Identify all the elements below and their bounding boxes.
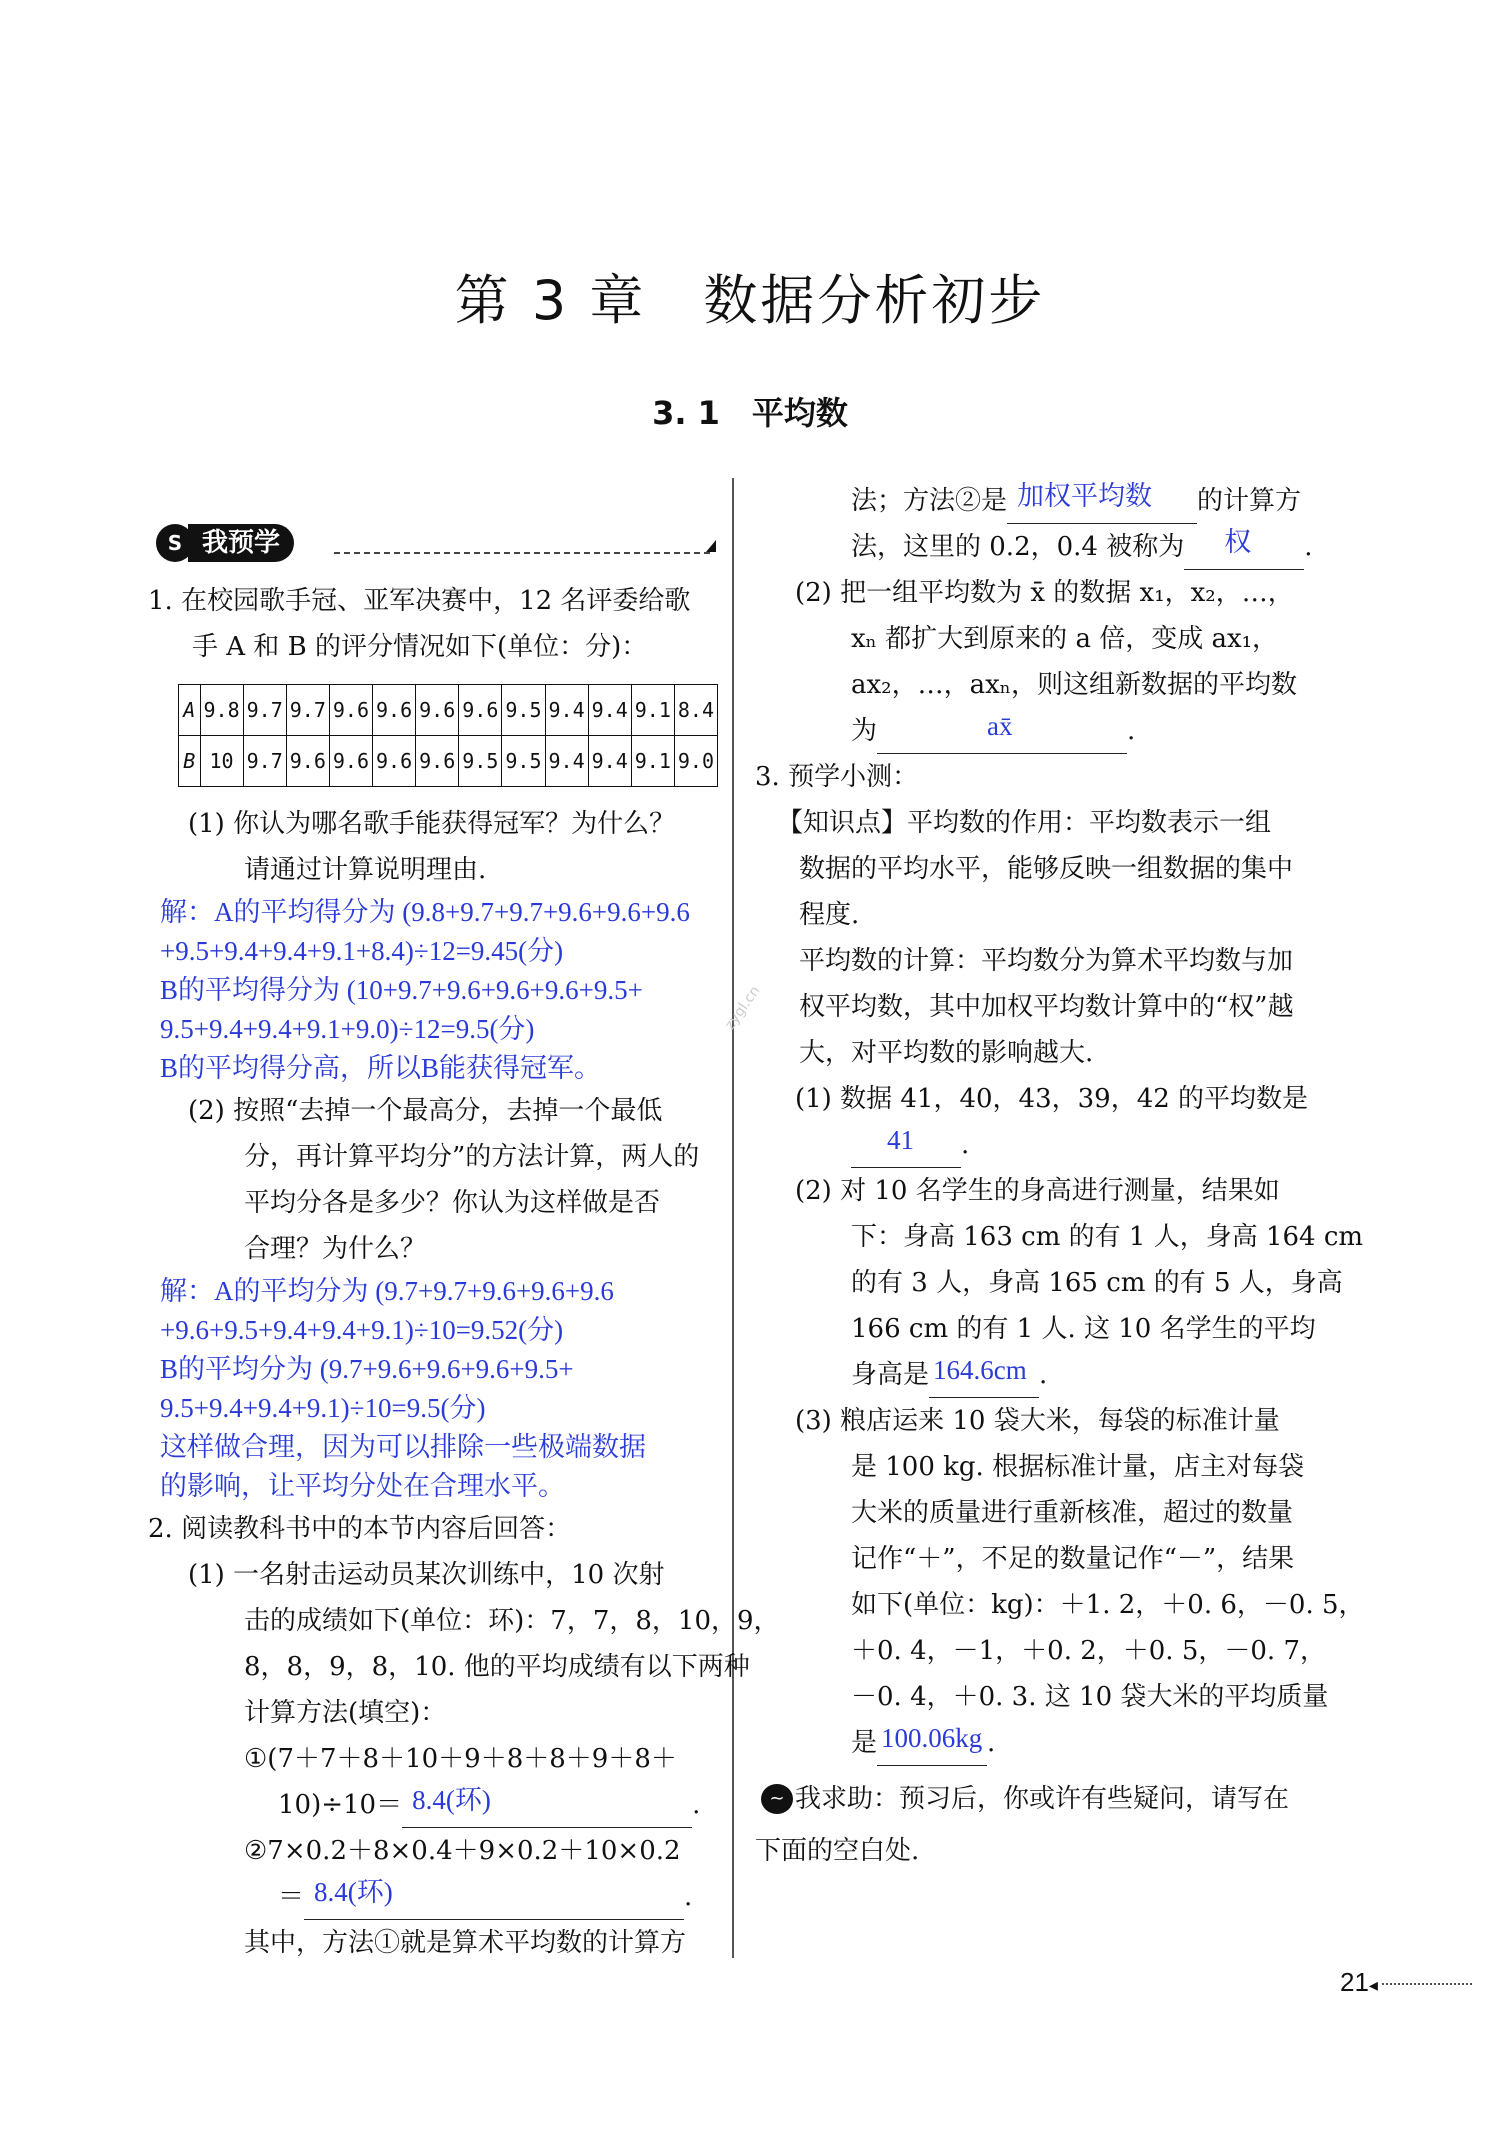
knowledge-line: 大，对平均数的影响越大. (799, 1038, 1094, 1068)
table-cell: 9.6 (286, 736, 329, 787)
score-table (178, 684, 718, 787)
q2-part1-line: 8，8，9，8，10. 他的平均成绩有以下两种 (244, 1652, 750, 1682)
method1-line1: ①(7＋7＋8＋10＋9＋8＋8＋9＋8＋ (244, 1744, 677, 1774)
average-blank (851, 1125, 961, 1168)
chapter-title: 第 3 章 数据分析初步 (454, 269, 1046, 332)
table-cell: 9.4 (545, 685, 588, 736)
table-row (179, 685, 718, 736)
table-cell: 9.4 (588, 736, 631, 787)
q3-sub3-line: (3) 粮店运来 10 袋大米，每袋的标准计量 (795, 1406, 1280, 1436)
method2-answer: 8.4(环) (314, 1877, 393, 1907)
help-line2: 下面的空白处. (755, 1836, 920, 1866)
q2-part1-line: 击的成绩如下(单位：环)：7，7，8，10，9， (244, 1606, 780, 1636)
table-cell: 9.6 (329, 736, 372, 787)
q3-sub2-line: (2) 对 10 名学生的身高进行测量，结果如 (795, 1176, 1280, 1206)
q3-sub3-answer-line: 是 100.06kg . (755, 1720, 1335, 1766)
method2-prefix: ＝ (278, 1882, 305, 1912)
q1-part1-answer-line: +9.5+9.4+9.4+9.1+8.4)÷12=9.45(分) (160, 936, 564, 966)
right-column (755, 478, 1365, 1874)
page-arrow-icon: ◂ (1368, 1975, 1378, 1995)
method-blank (1007, 481, 1197, 524)
method1-blank (402, 1785, 692, 1828)
q1-part2-answer-line: +9.6+9.5+9.4+9.4+9.1)÷10=9.52(分) (160, 1315, 564, 1345)
q1-part1-answer-line: B的平均得分高，所以B能获得冠军。 (160, 1053, 602, 1083)
preview-label: 我预学 (188, 524, 294, 562)
column-divider (732, 478, 734, 1958)
table-cell: 9.1 (631, 736, 674, 787)
table-cell: 8.4 (674, 685, 717, 736)
mass-blank (877, 1723, 987, 1766)
table-cell: A (179, 685, 201, 736)
watermark: zygl.cn (721, 983, 764, 1033)
table-cell: 9.6 (373, 736, 416, 787)
q1-part1-answer-line: 9.5+9.4+9.4+9.1+9.0)÷12=9.5(分) (160, 1014, 535, 1044)
preview-badge-icon: S (156, 524, 194, 562)
q1-part1-line1: (1) 你认为哪名歌手能获得冠军？为什么？ (188, 809, 676, 839)
q1-part2-answer-line: 这样做合理，因为可以排除一些极端数据 (160, 1432, 646, 1462)
q3-sub2-answer-line: 身高是 164.6cm . (755, 1352, 1335, 1398)
q1-part2-answer-line: B的平均分为 (9.7+9.6+9.6+9.6+9.5+ (160, 1354, 574, 1384)
method2-line2: ＝ 8.4(环) . (148, 1874, 718, 1920)
q2-part1-line: 计算方法(填空)： (244, 1698, 447, 1728)
q2-weight-text: 法，这里的 0.2，0.4 被称为 (851, 532, 1185, 562)
q1-part1-answer-line: 解：A的平均得分为 (9.8+9.7+9.7+9.6+9.6+9.6 (160, 897, 690, 927)
table-cell: 9.0 (674, 736, 717, 787)
q3-sub2-line: 下：身高 163 cm 的有 1 人，身高 164 cm (851, 1222, 1364, 1252)
q1-part2-line: 平均分各是多少？你认为这样做是否 (244, 1188, 661, 1218)
table-cell: 9.1 (631, 685, 674, 736)
q3-sub1-line2: 41 . (755, 1122, 1335, 1168)
q1-part2-line: 合理？为什么？ (244, 1234, 427, 1264)
q1-part1-answer-line: B的平均得分为 (10+9.7+9.6+9.6+9.6+9.5+ (160, 975, 643, 1005)
method1-prefix: 10)÷10＝ (278, 1790, 403, 1820)
q1-line2: 手 A 和 B 的评分情况如下(单位：分)： (192, 632, 648, 662)
table-cell: 9.5 (502, 685, 545, 736)
q2-method-text: 法；方法②是 (851, 486, 1008, 516)
method1-answer: 8.4(环) (412, 1785, 491, 1815)
knowledge-line: 平均数的计算：平均数分为算术平均数与加 (799, 946, 1294, 976)
q3-sub2-line: 的有 3 人，身高 165 cm 的有 5 人，身高 (851, 1268, 1343, 1298)
q1-part1-line2: 请通过计算说明理由. (244, 855, 487, 885)
q2-method-line (755, 478, 1335, 524)
q3-sub3-line: 是 100 kg. 根据标准计量，店主对每袋 (851, 1452, 1305, 1482)
table-cell: 9.4 (545, 736, 588, 787)
mass-answer: 100.06kg (881, 1723, 983, 1753)
q3-sub3-line: ＋0. 4，－1，＋0. 2，＋0. 5，－0. 7， (851, 1636, 1326, 1666)
q2-part1-line: (1) 一名射击运动员某次训练中，10 次射 (188, 1560, 665, 1590)
q1-part2-line: 分，再计算平均分”的方法计算，两人的 (244, 1142, 700, 1172)
table-cell: 9.6 (416, 685, 459, 736)
q2-part1-tail: 其中，方法①就是算术平均数的计算方 (244, 1928, 687, 1958)
q3-sub3-line: 如下(单位：kg)：＋1. 2，＋0. 6，－0. 5， (851, 1590, 1365, 1620)
knowledge-line: 程度. (799, 900, 860, 930)
method1-line2: 10)÷10＝ 8.4(环) . (148, 1782, 718, 1828)
page-dotted-rule (1382, 1983, 1472, 1985)
table-cell: B (179, 736, 201, 787)
table-cell: 9.8 (200, 685, 243, 736)
method2-line1: ②7×0.2＋8×0.4＋9×0.2＋10×0.2 (244, 1836, 681, 1866)
knowledge-line: 权平均数，其中加权平均数计算中的“权”越 (799, 992, 1294, 1022)
table-cell: 10 (200, 736, 243, 787)
table-cell: 9.6 (416, 736, 459, 787)
q1-part2-answer-line: 解：A的平均分为 (9.7+9.7+9.6+9.6+9.6 (160, 1276, 614, 1306)
height-answer: 164.6cm (933, 1355, 1027, 1385)
q2-part2-line4: 为 ax̄ . (755, 708, 1335, 754)
preview-header (148, 520, 718, 570)
method-answer: 加权平均数 (1017, 481, 1153, 511)
q3-sub2-line: 166 cm 的有 1 人. 这 10 名学生的平均 (851, 1314, 1316, 1344)
table-cell: 9.6 (329, 685, 372, 736)
preview-dashed-rule (334, 552, 710, 554)
mean-blank (877, 711, 1127, 754)
table-row (179, 736, 718, 787)
q2-part2-prefix: 为 (851, 716, 878, 746)
table-cell: 9.7 (243, 685, 286, 736)
weight-blank (1184, 527, 1304, 570)
q2-line1: 2. 阅读教科书中的本节内容后回答： (148, 1514, 572, 1544)
table-cell: 9.6 (373, 685, 416, 736)
q3-sub3-line: －0. 4，＋0. 3. 这 10 袋大米的平均质量 (851, 1682, 1329, 1712)
table-cell: 9.7 (243, 736, 286, 787)
q1-part2-answer-line: 9.5+9.4+9.4+9.1)÷10=9.5(分) (160, 1393, 486, 1423)
mean-answer: ax̄ (987, 711, 1013, 741)
q3-sub3-line: 记作“＋”，不足的数量记作“－”，结果 (851, 1544, 1295, 1574)
q2-part2-line1: (2) 把一组平均数为 x̄ 的数据 x₁，x₂，…， (795, 578, 1294, 608)
q2-weight-line: 法，这里的 0.2，0.4 被称为 权 . (755, 524, 1335, 570)
q2-part2-line3: ax₂，…，axₙ，则这组新数据的平均数 (851, 670, 1297, 700)
page-number (1340, 1967, 1472, 1998)
q2-method-text-end: 的计算方 (1197, 486, 1302, 516)
height-prefix: 身高是 (851, 1360, 930, 1390)
table-cell: 9.5 (459, 736, 502, 787)
section-title: 3. 1 平均数 (652, 394, 848, 432)
help-text: 我求助：预习后，你或许有些疑问，请写在 (795, 1784, 1290, 1814)
knowledge-line: 【知识点】平均数的作用：平均数表示一组 (777, 808, 1272, 838)
table-cell: 9.6 (459, 685, 502, 736)
q1-part2-answer-line: 的影响，让平均分处在合理水平。 (160, 1471, 565, 1501)
knowledge-line: 数据的平均水平，能够反映一组数据的集中 (799, 854, 1294, 884)
weight-answer: 权 (1224, 527, 1252, 557)
preview-end-triangle-icon (706, 540, 716, 552)
mass-prefix: 是 (851, 1728, 878, 1758)
table-cell: 9.5 (502, 736, 545, 787)
q3-sub3-line: 大米的质量进行重新核准，超过的数量 (851, 1498, 1294, 1528)
table-cell: 9.4 (588, 685, 631, 736)
average-answer: 41 (887, 1125, 914, 1155)
method2-blank (304, 1877, 684, 1920)
page-number-text: 21 (1340, 1967, 1369, 1997)
help-wave-icon: ~ (761, 1784, 793, 1814)
help-line1 (755, 1776, 1335, 1822)
q1-part2-line: (2) 按照“去掉一个最高分，去掉一个最低 (188, 1096, 663, 1126)
q2-part2-line2: xₙ 都扩大到原来的 a 倍，变成 ax₁， (851, 624, 1279, 654)
q3-line1: 3. 预学小测： (755, 762, 919, 792)
q3-sub1-line1: (1) 数据 41，40，43，39，42 的平均数是 (795, 1084, 1309, 1114)
table-cell: 9.7 (286, 685, 329, 736)
q1-line1: 1. 在校园歌手冠、亚军决赛中，12 名评委给歌 (148, 586, 691, 616)
